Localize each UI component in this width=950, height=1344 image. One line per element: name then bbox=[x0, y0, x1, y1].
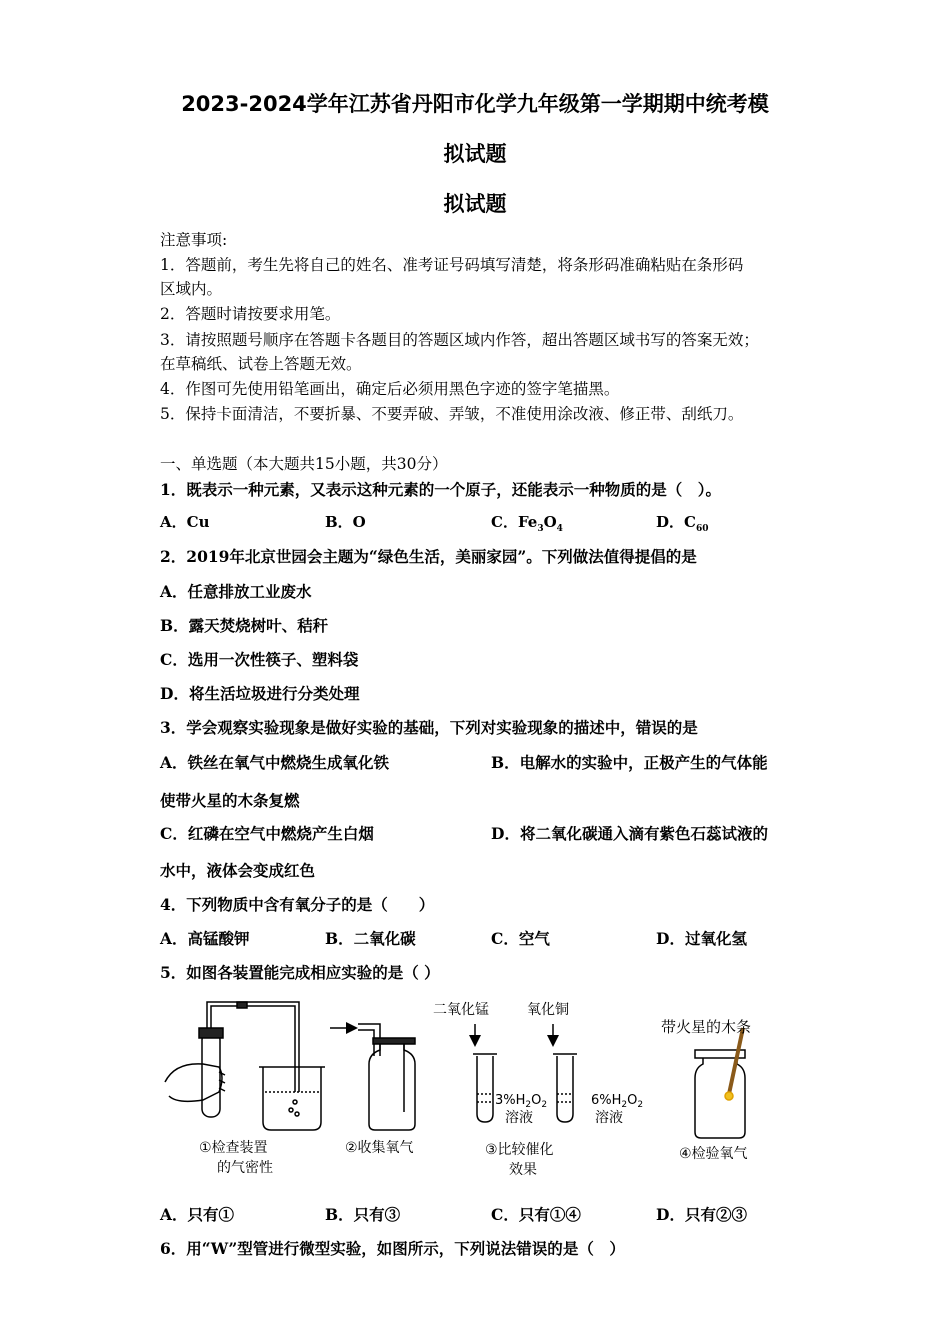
notice-heading: 注意事项: bbox=[160, 231, 228, 249]
caption-4: ④检验氧气 bbox=[679, 1146, 748, 1162]
q2-option-b: B．露天焚烧树叶、秸秆 bbox=[160, 616, 329, 635]
caption-2: ②收集氧气 bbox=[345, 1140, 414, 1156]
solution-label-6: 溶液 bbox=[595, 1110, 623, 1126]
svg-text:3%H2O2: $3\%H_2O_2$ bbox=[495, 1093, 548, 1110]
q4-option-d: D．过氧化氢 bbox=[656, 929, 747, 948]
notice-item: 2．答题时请按要求用笔。 bbox=[160, 305, 341, 323]
exam-title-cont: 拟试题 bbox=[443, 142, 507, 166]
q5-option-d: D．只有②③ bbox=[656, 1205, 747, 1224]
q1-option-b: B．O bbox=[325, 513, 366, 531]
q5-option-b: B．只有③ bbox=[325, 1205, 401, 1224]
q4-option-a: A．高锰酸钾 bbox=[160, 929, 250, 948]
q5-option-c: C．只有①④ bbox=[491, 1205, 581, 1224]
notice-item: 5．保持卡面清洁，不要折暴、不要弄破、弄皱，不准使用涂改液、修正带、刮纸刀。 bbox=[160, 405, 744, 423]
airtight-check-apparatus bbox=[165, 1002, 325, 1130]
q3-option-b: B．电解水的实验中，正极产生的气体能 bbox=[491, 753, 768, 772]
q5-experiment-figure bbox=[155, 992, 805, 1182]
svg-text:6%H2O2: $6\%H_2O_2$ bbox=[591, 1093, 644, 1110]
q3-option-d: D．将二氧化碳通入滴有紫色石蕊试液的 bbox=[491, 824, 768, 843]
section-heading: 一、单选题（本大题共15小题，共30分） bbox=[160, 455, 448, 473]
solution-label-3: 溶液 bbox=[505, 1110, 533, 1126]
question-1-stem: 1．既表示一种元素，又表示这种元素的一个原子，还能表示一种物质的是（ ）。 bbox=[160, 480, 722, 499]
notice-item: 4．作图可先使用铅笔画出，确定后必须用黑色字迹的签字笔描黑。 bbox=[160, 380, 620, 398]
q2-option-a: A．任意排放工业废水 bbox=[160, 582, 312, 601]
q3-option-d-cont: 水中，液体会变成红色 bbox=[160, 861, 316, 880]
caption-1a: ①检查装置 bbox=[199, 1140, 268, 1156]
oxygen-test-bottle bbox=[695, 1028, 745, 1138]
notice-item: 在草稿纸、试卷上答题无效。 bbox=[160, 355, 362, 373]
label-copper-oxide: 氧化铜 bbox=[527, 1002, 569, 1018]
q5-option-a: A．只有① bbox=[160, 1205, 235, 1224]
q1-option-d: D．$C_{60}$ bbox=[656, 513, 709, 534]
label-manganese-dioxide: 二氧化锰 bbox=[433, 1002, 489, 1018]
exam-title: 2023-2024学年江苏省丹阳市化学九年级第一学期期中统考模 bbox=[181, 92, 769, 116]
question-4-stem: 4．下列物质中含有氧分子的是（ ） bbox=[160, 895, 435, 914]
question-3-stem: 3．学会观察实验现象是做好实验的基础，下列对实验现象的描述中，错误的是 bbox=[160, 718, 698, 737]
notice-item: 1．答题前，考生先将自己的姓名、准考证号码填写清楚，将条形码准确粘贴在条形码 bbox=[160, 256, 744, 274]
q3-option-a: A．铁丝在氧气中燃烧生成氧化铁 bbox=[160, 753, 390, 772]
q1-option-c: C．$Fe_3O_4$ bbox=[491, 513, 563, 534]
caption-3b: 效果 bbox=[509, 1162, 537, 1178]
q3-option-b-cont: 使带火星的木条复燃 bbox=[160, 791, 300, 810]
question-2-stem: 2．2019年北京世园会主题为“绿色生活，美丽家园”。下列做法值得提倡的是 bbox=[160, 547, 697, 566]
caption-1b: 的气密性 bbox=[217, 1160, 273, 1176]
exam-subtitle: 拟试题 bbox=[443, 192, 507, 216]
q2-option-c: C．选用一次性筷子、塑料袋 bbox=[160, 650, 359, 669]
question-5-stem: 5．如图各装置能完成相应实验的是（ ） bbox=[160, 963, 440, 982]
notice-item: 3．请按照题号顺序在答题卡各题目的答题区域内作答，超出答题区域书写的答案无效； bbox=[160, 331, 759, 349]
q3-option-c: C．红磷在空气中燃烧产生白烟 bbox=[160, 824, 374, 843]
gas-collection-bottle bbox=[330, 1024, 415, 1130]
caption-3a: ③比较催化 bbox=[485, 1142, 554, 1158]
question-6-stem: 6．用“W”型管进行微型实验，如图所示，下列说法错误的是（ ） bbox=[160, 1239, 625, 1258]
q2-option-d: D．将生活垃圾进行分类处理 bbox=[160, 684, 360, 703]
q1-option-a: A．Cu bbox=[160, 513, 210, 531]
q4-option-c: C．空气 bbox=[491, 929, 550, 948]
label-glowing-splint: 带火星的木条 bbox=[661, 1018, 752, 1036]
notice-item: 区域内。 bbox=[160, 280, 223, 298]
q4-option-b: B．二氧化碳 bbox=[325, 929, 416, 948]
